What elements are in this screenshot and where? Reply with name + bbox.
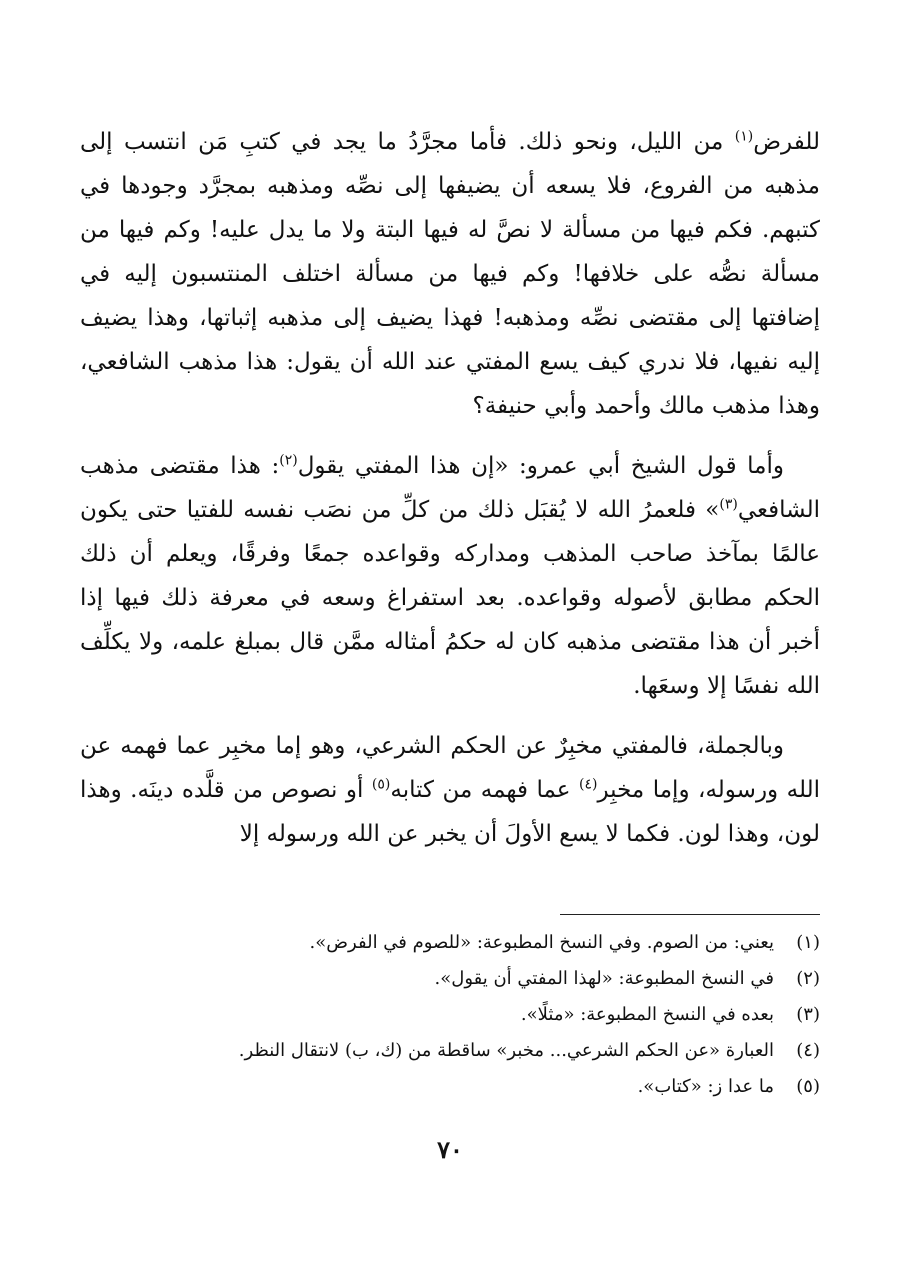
page-number: ٧٠ (437, 1135, 463, 1164)
footnote-text: العبارة «عن الحكم الشرعي... مخبر» ساقطة من (ك، ب) لانتقال النظر. (238, 1040, 774, 1061)
footnote-text: ما عدا ز: «كتاب». (637, 1076, 774, 1097)
main-text (80, 120, 820, 872)
footnote-number: (٥) (796, 1076, 820, 1097)
paragraph (80, 724, 820, 856)
footnote-separator (560, 914, 820, 915)
paragraph-text: من الليل، ونحو ذلك. فأما مجرَّدُ ما يجد في كتبِ مَن انتسب إلى مذهبه من الفروع، فلا يسعه أن يضيفها إلى نصِّه ومذهبه بمجرَّد وجودها في كتبهم. فكم فيها من مسألة لا نصَّ له فيها البتة ولا ما يدل عليه! وكم فيها من مسألة نصُّه على خلافها! وكم فيها من مسألة اختلف المنتسبون إليه في إضافتها إلى مقتضى نصِّه ومذهبه! فهذا يضيف إلى مذهبه إثباتها، وهذا يضيف إليه نفيها، فلا ندري كيف يسع المفتي عند الله أن يقول: هذا مذهب الشافعي، وهذا مذهب مالك وأحمد وأبي حنيفة؟ (80, 129, 820, 419)
footnote-number: (١) (796, 932, 820, 953)
paragraph-text: أو نصوص من قلَّده دينَه. وهذا لون، وهذا لون. فكما لا يسع الأولَ أن يخبر عن الله ورسوله إلا (80, 777, 820, 847)
footnote (80, 961, 820, 997)
paragraph (80, 120, 820, 428)
footnotes-list (80, 925, 820, 1105)
footnote (80, 1033, 820, 1069)
footnote-number: (٣) (796, 1004, 820, 1025)
footnote-number: (٢) (796, 968, 820, 989)
paragraph-text: » فلعمرُ الله لا يُقبَل ذلك من كلِّ من نصَب نفسه للفتيا حتى يكون عالمًا بمآخذ صاحب المذهب ومداركه وقواعده جمعًا وفرقًا، ويعلم أن ذلك الحكم مطابق لأصوله وقواعده. بعد استفراغ وسعه في معرفة ذلك فيها إذا أخبر أن هذا مقتضى مذهبه كان له حكمُ أمثاله ممَّن قال بمبلغ علمه، ولا يكلِّف الله نفسًا إلا وسعَها. (80, 497, 820, 699)
footnote (80, 997, 820, 1033)
footnote (80, 1069, 820, 1105)
footnote-marker: (٤) (578, 776, 598, 793)
footnote-text: بعده في النسخ المطبوعة: «مثلًا». (520, 1004, 774, 1025)
paragraph-text: للفرض (753, 129, 820, 155)
footnote-text: في النسخ المطبوعة: «لهذا المفتي أن يقول». (434, 968, 774, 989)
footnote-number: (٤) (796, 1040, 820, 1061)
footnote-text: يعني: من الصوم. وفي النسخ المطبوعة: «للصوم في الفرض». (309, 932, 774, 953)
footnote (80, 925, 820, 961)
footnote-marker: (٥) (371, 776, 391, 793)
footnote-marker: (٢) (279, 452, 298, 469)
paragraph-text: : هذا مقتضى مذهب الشافعي (80, 453, 820, 523)
footnote-marker: (١) (734, 128, 754, 145)
paragraph-text: وأما قول الشيخ أبي عمرو: «إن هذا المفتي يقول (297, 453, 785, 479)
paragraph (80, 444, 820, 708)
footnote-marker: (٣) (719, 496, 738, 513)
paragraph-text: عما فهمه من كتابه (390, 777, 579, 803)
paragraph-text: وبالجملة، فالمفتي مخبِرٌ عن الحكم الشرعي، وهو إما مخبِر عما فهمه عن الله ورسوله، وإما مخبِر (80, 733, 820, 803)
